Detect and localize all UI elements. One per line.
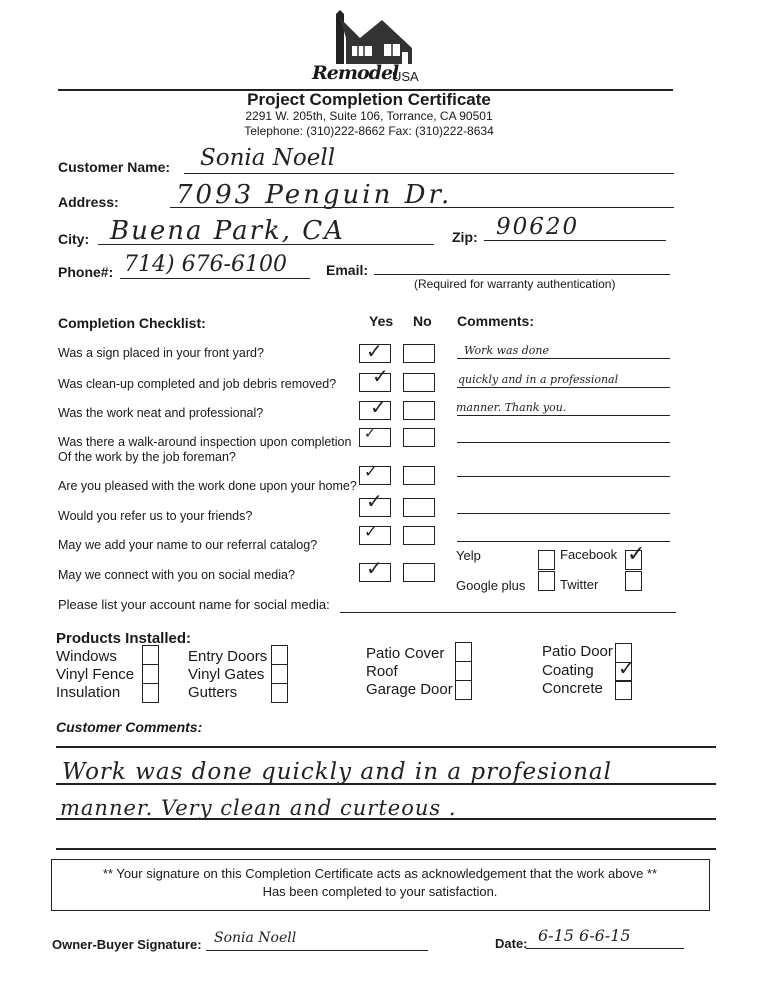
twitter-label: Twitter (560, 577, 599, 592)
gutters-checkbox[interactable] (271, 683, 288, 703)
date-value: 6-15 6-6-15 (538, 926, 631, 945)
no-checkbox-4[interactable] (403, 428, 435, 447)
email-note: (Required for warranty authentication) (414, 277, 616, 291)
google-plus-checkbox[interactable] (538, 571, 555, 591)
product-patio-cover: Patio Cover (366, 645, 445, 662)
product-patio-door: Patio Door (542, 643, 613, 660)
comment-line-3 (457, 415, 670, 416)
vinyl-fence-checkbox[interactable] (142, 664, 159, 684)
google-plus-label: Google plus (456, 578, 526, 593)
phone-value: 714) 676-6100 (124, 252, 287, 277)
notice-line-2: Has been completed to your satisfaction. (262, 884, 498, 899)
notice-box (51, 859, 710, 911)
product-entry-doors: Entry Doors (188, 648, 268, 665)
product-garage-door: Garage Door (366, 681, 453, 698)
no-checkbox-1[interactable] (403, 344, 435, 363)
product-roof: Roof (366, 663, 398, 680)
check-mark-icon: ✓ (364, 426, 376, 442)
date-line[interactable] (526, 948, 684, 949)
question-8: May we connect with you on social media? (58, 568, 295, 582)
comment-line-4 (457, 442, 670, 443)
logo-brand: Remodel (312, 62, 399, 84)
insulation-checkbox[interactable] (142, 683, 159, 703)
question-7: May we add your name to our referral catalog? (58, 538, 318, 552)
vinyl-gates-checkbox[interactable] (271, 664, 288, 684)
comment-line-1 (457, 358, 670, 359)
customer-name-value: Sonia Noell (200, 145, 336, 171)
date-label: Date: (495, 936, 528, 951)
address-label: Address: (58, 194, 119, 210)
signature-label: Owner-Buyer Signature: (52, 937, 202, 952)
zip-value: 90620 (496, 214, 580, 240)
facebook-label: Facebook (560, 547, 618, 562)
comments-label: Comments: (457, 313, 535, 329)
yes-column-label: Yes (369, 313, 394, 329)
customer-name-label: Customer Name: (58, 159, 171, 175)
patio-cover-checkbox[interactable] (455, 642, 472, 662)
customer-comment-line-1 (56, 783, 716, 785)
check-mark-icon: ✓ (366, 339, 383, 363)
question-6: Would you refer us to your friends? (58, 509, 253, 523)
comment-text-2: quickly and in a professional (458, 373, 619, 386)
social-account-line[interactable] (340, 612, 676, 613)
check-mark-icon: ✓ (370, 395, 387, 419)
phone-label: Phone#: (58, 264, 114, 280)
zip-label: Zip: (452, 229, 478, 245)
no-checkbox-6[interactable] (403, 498, 435, 517)
product-concrete: Concrete (542, 680, 603, 697)
no-checkbox-8[interactable] (403, 563, 435, 582)
zip-line (484, 240, 666, 241)
signature-value: Sonia Noell (214, 930, 297, 946)
question-2: Was clean-up completed and job debris removed? (58, 377, 337, 391)
no-checkbox-5[interactable] (403, 466, 435, 485)
concrete-checkbox[interactable] (615, 680, 632, 700)
yelp-label: Yelp (456, 548, 481, 563)
customer-comment-line-0 (56, 746, 716, 748)
city-label: City: (58, 231, 90, 247)
product-coating: Coating (542, 662, 594, 679)
check-mark-icon: ✓ (364, 462, 378, 481)
city-value: Buena Park, CA (110, 216, 345, 246)
customer-comment-text-1: Work was done quickly and in a profesional (62, 759, 612, 785)
product-insulation: Insulation (56, 684, 121, 701)
no-checkbox-3[interactable] (403, 401, 435, 420)
check-mark-icon: ✓ (372, 364, 389, 388)
customer-name-line (184, 173, 674, 174)
notice-line-1: ** Your signature on this Completion Certificate acts as acknowledgement that the work above ** (102, 866, 658, 881)
customer-comment-line-3 (56, 848, 716, 850)
house-logo-icon (318, 8, 428, 66)
product-vinyl-gates: Vinyl Gates (188, 666, 265, 683)
comment-text-1: Work was done (464, 344, 549, 357)
email-label: Email: (326, 262, 369, 278)
company-address: 2291 W. 205th, Suite 106, Torrance, CA 90501 (245, 109, 493, 123)
garage-door-checkbox[interactable] (455, 680, 472, 700)
product-gutters: Gutters (188, 684, 238, 701)
customer-comment-line-2 (56, 818, 716, 820)
check-mark-icon: ✓ (618, 656, 635, 680)
address-value: 7093 Penguin Dr. (176, 180, 453, 210)
company-phone: Telephone: (310)222-8662 Fax: (310)222-8634 (244, 124, 494, 138)
twitter-checkbox[interactable] (625, 571, 642, 591)
phone-line (120, 278, 310, 279)
customer-comments-title: Customer Comments: (56, 719, 203, 735)
question-4: Was there a walk-around inspection upon completion (58, 435, 352, 449)
no-column-label: No (413, 313, 432, 329)
check-mark-icon: ✓ (627, 542, 646, 567)
comment-line-6 (457, 513, 670, 514)
page-title: Project Completion Certificate (247, 90, 491, 109)
company-logo (310, 8, 430, 88)
check-mark-icon: ✓ (366, 556, 383, 580)
entry-doors-checkbox[interactable] (271, 645, 288, 665)
roof-checkbox[interactable] (455, 661, 472, 681)
comment-line-5 (457, 476, 670, 477)
check-mark-icon: ✓ (366, 489, 383, 513)
products-title: Products Installed: (56, 630, 192, 647)
yelp-checkbox[interactable] (538, 550, 555, 570)
check-mark-icon: ✓ (364, 522, 378, 541)
product-vinyl-fence: Vinyl Fence (56, 666, 135, 683)
comment-line-2 (457, 387, 670, 388)
product-windows: Windows (56, 648, 117, 665)
checklist-title: Completion Checklist: (58, 315, 206, 331)
question-1: Was a sign placed in your front yard? (58, 346, 264, 360)
no-checkbox-7[interactable] (403, 526, 435, 545)
no-checkbox-2[interactable] (403, 373, 435, 392)
email-line (374, 274, 670, 275)
social-account-prompt: Please list your account name for social media: (58, 597, 330, 612)
signature-line[interactable] (206, 950, 428, 951)
question-5: Are you pleased with the work done upon your home? (58, 479, 357, 493)
windows-checkbox[interactable] (142, 645, 159, 665)
comment-text-3: manner. Thank you. (456, 401, 567, 414)
customer-comment-text-2: manner. Very clean and curteous . (60, 796, 457, 820)
question-4-continued: Of the work by the job foreman? (58, 450, 236, 464)
logo-suffix: USA (392, 69, 419, 84)
question-3: Was the work neat and professional? (58, 406, 264, 420)
